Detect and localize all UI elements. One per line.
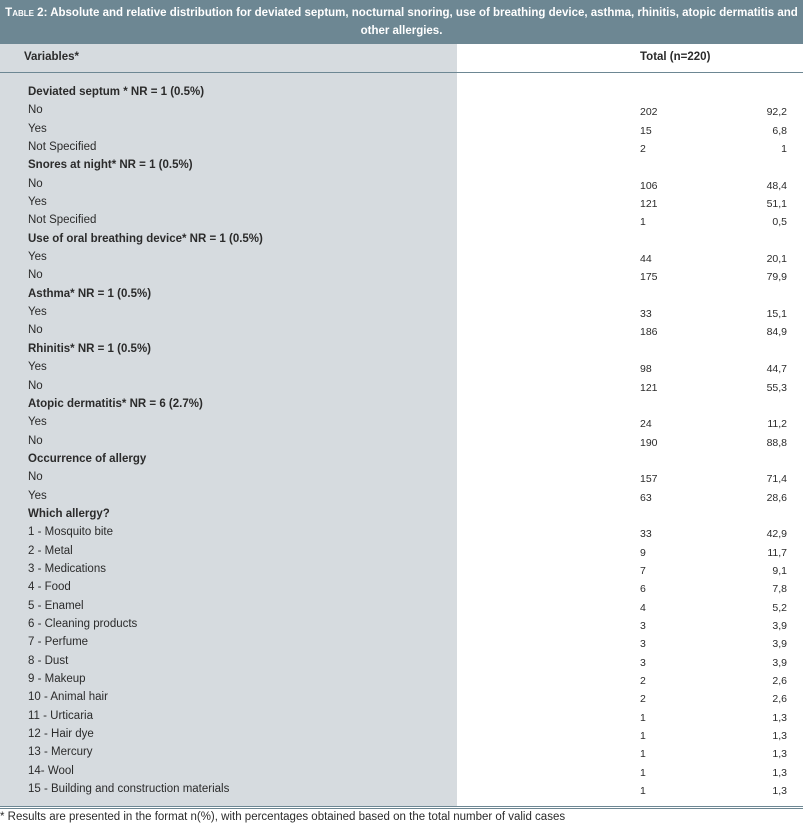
- table-row: [0, 304, 803, 322]
- section-row: [0, 157, 803, 175]
- table-row: [0, 139, 803, 157]
- percent-cell: 2,6: [772, 675, 787, 687]
- percent-cell: 20,1: [766, 253, 787, 266]
- percent-cell: 5,2: [772, 601, 787, 614]
- table-row: [0, 634, 803, 652]
- percent-cell: 0,5: [772, 216, 787, 229]
- count-cell: 1: [640, 711, 646, 724]
- count-cell: 121: [640, 381, 658, 394]
- row-label: 11 - Urticaria: [28, 709, 93, 722]
- percent-cell: 28,6: [766, 491, 787, 504]
- percent-cell: 6,8: [772, 124, 787, 137]
- row-label: 13 - Mercury: [28, 746, 93, 759]
- data-table: [0, 44, 803, 806]
- percent-cell: 48,4: [766, 179, 787, 192]
- count-cell: 3: [640, 619, 646, 632]
- row-label: No: [28, 104, 43, 117]
- percent-cell: 44,7: [766, 363, 787, 376]
- table-row: [0, 744, 803, 762]
- row-label: Yes: [28, 416, 47, 429]
- percent-cell: 3,9: [772, 619, 787, 632]
- percent-cell: 3,9: [772, 638, 787, 651]
- row-label: 7 - Perfume: [28, 636, 89, 649]
- table-number: Table 2:: [5, 7, 48, 19]
- count-cell: 1: [640, 730, 646, 743]
- table-row: [0, 579, 803, 597]
- row-label: No: [28, 379, 43, 392]
- row-label: 8 - Dust: [28, 654, 69, 667]
- section-label: Which allergy?: [28, 507, 110, 520]
- count-cell: 24: [640, 418, 652, 431]
- table-row: [0, 781, 803, 799]
- table-row: [0, 469, 803, 487]
- row-label: 10 - Animal hair: [28, 691, 108, 704]
- count-cell: 9: [640, 546, 646, 559]
- row-label: 5 - Enamel: [28, 599, 84, 612]
- percent-cell: 51,1: [766, 198, 787, 211]
- count-cell: 202: [640, 106, 658, 119]
- count-cell: 1: [640, 766, 646, 779]
- section-row: [0, 286, 803, 304]
- percent-cell: 11,2: [767, 418, 787, 431]
- section-row: [0, 231, 803, 249]
- table-caption: [0, 0, 803, 44]
- percent-cell: 1,3: [772, 766, 787, 779]
- row-label: 12 - Hair dye: [28, 728, 94, 741]
- count-cell: 1: [640, 785, 646, 798]
- table-row: [0, 726, 803, 744]
- table-header: [0, 44, 803, 73]
- row-label: Yes: [28, 489, 47, 502]
- section-row: [0, 506, 803, 524]
- row-label: 14- Wool: [28, 764, 74, 777]
- section-label: Occurrence of allergy: [28, 452, 147, 465]
- row-label: Yes: [28, 122, 47, 135]
- percent-cell: 2,6: [772, 693, 787, 706]
- percent-cell: 3,9: [772, 656, 787, 669]
- count-cell: 190: [640, 436, 658, 449]
- row-label: No: [28, 471, 43, 484]
- percent-cell: 55,3: [766, 381, 787, 394]
- count-cell: 6: [640, 583, 646, 596]
- section-label: Asthma* NR = 1 (0.5%): [28, 287, 152, 300]
- row-label: No: [28, 177, 43, 190]
- section-label: Atopic dermatitis* NR = 6 (2.7%): [28, 397, 203, 410]
- count-cell: 1: [640, 748, 646, 761]
- row-label: Yes: [28, 196, 47, 209]
- percent-cell: 11,7: [767, 546, 787, 559]
- count-cell: 3: [640, 638, 646, 651]
- percent-cell: 84,9: [766, 326, 787, 339]
- row-label: Not Specified: [28, 214, 97, 227]
- percent-cell: 1,3: [772, 730, 787, 743]
- table-bottom-rule: [0, 806, 803, 807]
- table-row: [0, 249, 803, 267]
- row-label: 9 - Makeup: [28, 673, 86, 685]
- section-row: [0, 341, 803, 359]
- count-cell: 2: [640, 143, 646, 156]
- table-row: [0, 561, 803, 579]
- count-cell: 15: [640, 124, 652, 137]
- percent-cell: 9,1: [772, 564, 787, 577]
- header-variables: Variables*: [24, 51, 79, 63]
- row-label: 1 - Mosquito bite: [28, 526, 114, 539]
- count-cell: 3: [640, 656, 646, 669]
- row-label: 6 - Cleaning products: [28, 617, 138, 630]
- table-row: [0, 176, 803, 194]
- count-cell: 186: [640, 326, 658, 339]
- percent-cell: 88,8: [766, 436, 787, 449]
- percent-cell: 1: [781, 143, 787, 156]
- percent-cell: 7,8: [772, 583, 787, 596]
- section-label: Snores at night* NR = 1 (0.5%): [28, 159, 193, 172]
- table-row: [0, 267, 803, 285]
- table-row: [0, 102, 803, 120]
- table-row: [0, 322, 803, 340]
- row-label: No: [28, 269, 43, 282]
- count-cell: 2: [640, 693, 646, 706]
- percent-cell: 1,3: [772, 748, 787, 761]
- table-row: [0, 524, 803, 542]
- table-row: [0, 359, 803, 377]
- table-row: [0, 488, 803, 506]
- section-row: [0, 451, 803, 469]
- row-label: 2 - Metal: [28, 544, 73, 557]
- percent-cell: 1,3: [772, 711, 787, 724]
- table-title: Absolute and relative distribution for deviated septum, nocturnal snoring, use of breathing device, asthma, rhinitis, atopic dermatitis and other allergies.: [50, 7, 798, 37]
- table-body: [0, 84, 803, 799]
- count-cell: 33: [640, 528, 652, 541]
- percent-cell: 15,1: [766, 308, 787, 321]
- row-label: 3 - Medications: [28, 562, 106, 575]
- section-label: Rhinitis* NR = 1 (0.5%): [28, 342, 152, 355]
- count-cell: 2: [640, 675, 646, 687]
- count-cell: 175: [640, 271, 658, 284]
- percent-cell: 92,2: [766, 106, 787, 119]
- percent-cell: 42,9: [766, 528, 787, 541]
- count-cell: 33: [640, 308, 652, 321]
- row-label: Yes: [28, 251, 47, 264]
- count-cell: 7: [640, 564, 646, 577]
- row-label: Not Specified: [28, 141, 97, 154]
- percent-cell: 1,3: [772, 785, 787, 798]
- table-footnote: * Results are presented in the format n(%), with percentages obtained based on the total number of valid cases: [0, 808, 803, 823]
- count-cell: 98: [640, 363, 652, 376]
- table-row: [0, 689, 803, 707]
- section-row: [0, 84, 803, 102]
- percent-cell: 79,9: [766, 271, 787, 284]
- count-cell: 106: [640, 179, 658, 192]
- table-row: [0, 212, 803, 230]
- table-row: [0, 763, 803, 781]
- count-cell: 121: [640, 198, 658, 211]
- row-label: Yes: [28, 361, 47, 374]
- section-label: Use of oral breathing device* NR = 1 (0.5%): [28, 232, 263, 245]
- row-label: Yes: [28, 306, 47, 319]
- table-row: [0, 414, 803, 432]
- row-label: No: [28, 434, 43, 447]
- table-row: [0, 671, 803, 689]
- table-row: [0, 708, 803, 726]
- row-label: 4 - Food: [28, 581, 71, 594]
- table-row: [0, 543, 803, 561]
- table-row: [0, 194, 803, 212]
- row-label: 15 - Building and construction materials: [28, 783, 230, 796]
- percent-cell: 71,4: [766, 473, 787, 486]
- count-cell: 157: [640, 473, 658, 486]
- row-label: No: [28, 324, 43, 337]
- count-cell: 44: [640, 253, 652, 266]
- table-row: [0, 378, 803, 396]
- count-cell: 63: [640, 491, 652, 504]
- table-row: [0, 433, 803, 451]
- table-row: [0, 653, 803, 671]
- count-cell: 1: [640, 216, 646, 229]
- section-label: Deviated septum * NR = 1 (0.5%): [28, 86, 205, 98]
- table-row: [0, 598, 803, 616]
- section-row: [0, 396, 803, 414]
- table-row: [0, 121, 803, 139]
- header-total: Total (n=220): [640, 51, 711, 63]
- table-row: [0, 616, 803, 634]
- count-cell: 4: [640, 601, 646, 614]
